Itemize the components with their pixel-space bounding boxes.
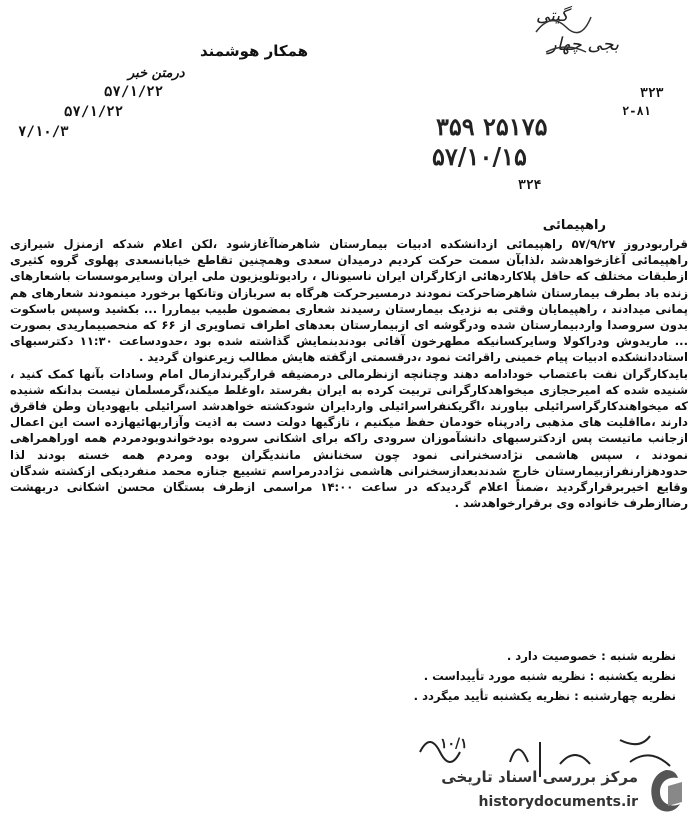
handwritten-note: بجی چهار bbox=[548, 34, 619, 55]
evaluation-notes bbox=[414, 648, 676, 709]
handwritten-registration-number: ۳۵۹ ۲۵۱۷۵ bbox=[436, 112, 548, 141]
reference-number-b: ۲-۸۱ bbox=[622, 104, 651, 118]
report-heading: راهپیمائی bbox=[542, 218, 606, 233]
report-body bbox=[10, 236, 688, 511]
note-sunday: نظریه یکشنبه : نظریه شنبه مورد تأییداست . bbox=[423, 669, 676, 684]
watermark-name: مرکز بررسی اسناد تاریخی bbox=[441, 768, 638, 786]
watermark-url: historydocuments.ir bbox=[478, 794, 638, 810]
section-line: درمتن خبر bbox=[128, 66, 185, 81]
date-line-2: ۵۷/۱/۲۲ bbox=[64, 104, 124, 120]
recipient-line: همکار هوشمند bbox=[200, 42, 309, 60]
paragraph: قراربودروز ۵۷/۹/۲۷ راهپیمائی ازدانشکده ادبیات بیمارستان شاهرضاآغازشود ،لکن اعلام شدکه ازمنزل شیرازی راهپیمائی آغازخواهدشد ،لذابآن سمت حرکت کردیم درمیدان سعدی وهمچنین تقاطع خیابانسعدی پهلوی گروه کثیری ازطبقات مختلف که حافل پلاکاردهائی ازکارگران ایران ناسیونال ، رادیوتلویزیون ملی ایران وسایرموسسات باشعارهای زنده باد بطرف بیمارستان شاهرضاحرکت نمودند درمسیرحرکت هرگاه به سربازان وتانکها برخورد مینمودند شعارهای هم پمانی میدادند ، راهپیمایان وقتی به نزدیک بیمارستان رسیدند شعاری بمضمون طبیب بیماررا ... بکشید وسپس باسکوت بدون سروصدا واردبیمارستان شده ودرگوشه ای ازبیمارستان بعدهای اطراف تصاویری از ۶۶ که منحصبیماریدی بصورت ... ماریدوش ودراکولا وسایرکسانیکه مطهرخون آقائی بودندبنمایش گذاشته شده بود ،حدودساعت ۱۱:۳۰ دکترسبهای استاددانشکده ادبیات پیام خمینی راقرائت نمود ،درقسمتی ازگفته هایش مطالب زیرعنوان گردید . bbox=[10, 237, 689, 365]
note-saturday: نظریه شنبه : خصوصیت دارد . bbox=[506, 649, 676, 663]
date-line-1: ۵۷/۱/۲۲ bbox=[104, 84, 164, 100]
handwritten-scribble bbox=[526, 2, 596, 62]
signature-number: ۱۰/۱ bbox=[440, 736, 468, 752]
reference-number-c: ۳۲۴ bbox=[518, 178, 542, 193]
handwritten-registration-date: ۵۷/۱۰/۱۵ bbox=[432, 142, 527, 171]
paragraph: بایدکارگران نفت باعتصاب خودادامه دهند وچنانچه ازنظرمالی درمضیقه قرارگیرندازمال امام وسادات بآنها کمک کنید ، شنیده شده که امیرحجازی میخواهدکارگرانی تربیت کرده به ایران بفرستد ،اوغلط میکند،گرمسلمان نیست بدانکه شنیده که میخواهندکارگراسرائیلی بیاورند ،اگریکنفراسرائیلی واردایران شودکشته خواهدشد اسرائیلی بایهودیان وطن فاقرق دارند ،مااقلیت های مذهبی رادرپناه خودمان حفظ میکنیم ، تازگیها دولت دست به اذیت وآزاربهائیهازده است این اعمال ازجانب ماتیست پس ازدکترسبهای دانشآموزان سرودی راکه برای اشکانی سروده بودخواندوبودمردم همه اوراهمراهی نمودند ، سپس هاشمی نژادسخنرانی نمود چون سخنانش مانندیگران بوده ومردم همه خسته بودند لذا حدودهزارنفرازبیمارستان خارج شدندبعدازسخنرانی هاشمی نژاددرمراسم تشییع جنازه محمد منفردیکی ازکشته شدگان وقایع اخیربرقرارگردید ،ضمناً اعلام گردیدکه در ساعت ۱۴:۰۰ مراسمی ازطرف بستگان محسن اشکانی دربهشت رضاازطرف خانواده وی برقرارخواهدشد . bbox=[10, 366, 688, 511]
corner-handwriting: گیتی bbox=[536, 6, 569, 26]
date-line-3: ۷/۱۰/۳ bbox=[18, 124, 69, 140]
archive-logo-icon bbox=[644, 766, 688, 816]
archive-watermark bbox=[394, 760, 694, 822]
reference-number-a: ۳۲۳ bbox=[640, 86, 664, 101]
note-wednesday: نظریه چهارشنبه : نظریه یکشنبه تأیید میگردد . bbox=[413, 689, 676, 704]
